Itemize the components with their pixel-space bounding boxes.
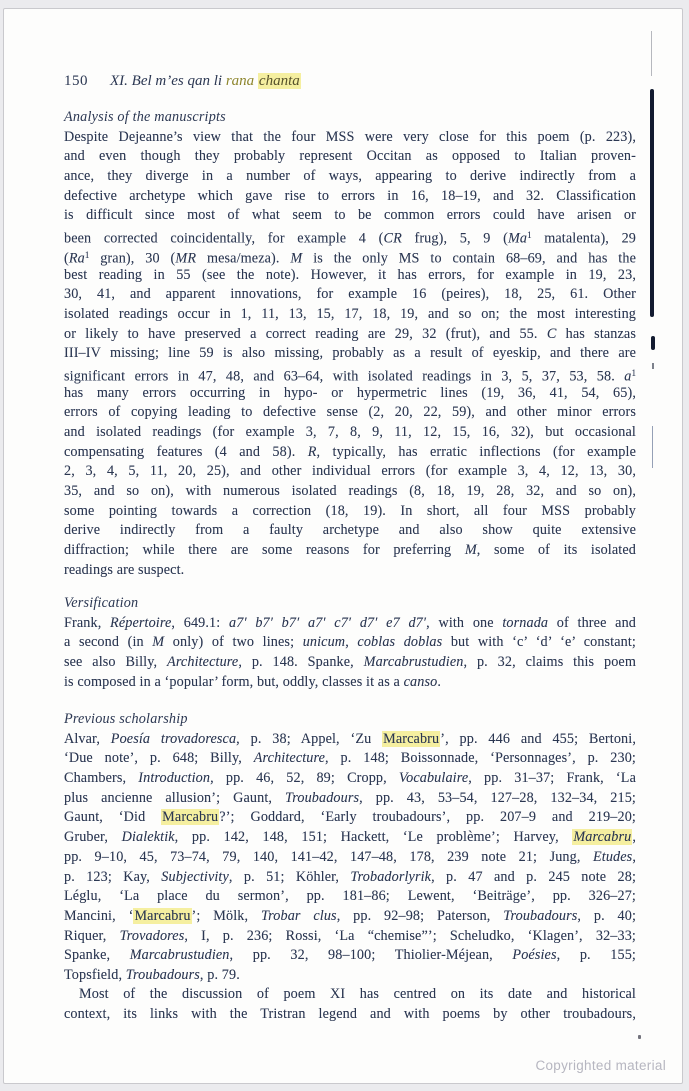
text-run: Vocabulaire [398, 770, 469, 787]
copyright-watermark: Copyrighted material [535, 1058, 666, 1073]
scan-edge-artifact [651, 31, 652, 76]
text-run: , p. 47 and p. 245 note 28; [431, 868, 636, 885]
text-line [64, 985, 636, 1005]
text-run: only) of two lines; [164, 634, 303, 651]
text-run: Marcabru [573, 829, 632, 846]
text-line [64, 384, 636, 404]
text-line [64, 403, 636, 423]
text-run: is the only MS to contain 68–69, and has the [302, 250, 636, 266]
text-line [64, 848, 636, 868]
text-run: defective archetype which gave rise to errors in 16, 18–19, and 32. Classification [64, 187, 636, 204]
text-run: , p. 51; Köhler, [228, 868, 351, 885]
text-line [64, 423, 636, 443]
text-run: a second (in [64, 634, 153, 651]
text-line [64, 521, 636, 541]
text-run: Poesía trovadoresca [110, 730, 237, 747]
text-line [64, 730, 636, 750]
text-run: Troubadours [285, 789, 360, 806]
text-run: Trobar clus [260, 907, 337, 924]
text-run: , pp. 43, 53–54, 127–28, 132–34, 215; [359, 789, 636, 806]
text-run: diffraction; while there are some reasons for preferring [64, 542, 465, 559]
text-line [64, 325, 636, 345]
text-run: has stanzas [556, 325, 636, 342]
text-line [64, 266, 636, 286]
text-run: Trovadores [119, 927, 185, 944]
text-run: Subjectivity [161, 868, 229, 885]
text-run: 1 [84, 249, 90, 260]
text-run: of three and [548, 614, 636, 631]
text-run: M [290, 250, 303, 266]
text-run: but with ‘c’ ‘d’ ‘e’ constant; [442, 634, 636, 651]
text-line [64, 653, 636, 673]
text-run: C [546, 325, 557, 342]
text-run: Architecture [253, 750, 326, 767]
scan-edge-artifact [650, 89, 654, 317]
text-line [64, 769, 636, 789]
text-run: Ma [507, 230, 528, 246]
text-run: , p. 155; [556, 947, 636, 964]
text-run: , pp. 142, 148, 151; Hackett, ‘Le problème’; Harvey, [174, 829, 573, 846]
text-run: tornada [502, 614, 549, 631]
text-run: pp. 9–10, 45, 73–74, 79, 140, 141–42, 147–48, 178, 239 note 21; Jung, [64, 848, 593, 865]
text-run: , p. 148. Spanke, [238, 654, 364, 671]
text-run: is difficult since most of what seem to be common errors could have arisen or [64, 207, 636, 224]
text-line [64, 364, 636, 384]
text-run: matalenta), 29 [531, 230, 636, 246]
text-run: ance, they diverge in a number of ways, appearing to derive indirectly from a [64, 168, 636, 185]
text-run: Léglu, ‘La place du sermon’, pp. 181–86; Lewent, ‘Beiträge’, pp. 326–27; [64, 888, 636, 905]
text-run: derive indirectly from a faulty archetype and also show quite extensive [64, 522, 636, 539]
paragraph [64, 128, 636, 581]
text-line [64, 502, 636, 522]
text-line [64, 147, 636, 167]
section-heading: Previous scholarship [64, 711, 188, 727]
text-run: M [464, 542, 477, 559]
text-run: or likely to have preserved a correct reading are 29, 32 (frut), and 55. [64, 325, 547, 342]
text-run: Despite Dejeanne’s view that the four MSS were very close for this poem (p. 223), [64, 128, 636, 145]
text-run: , p. 79. [199, 966, 240, 983]
text-run: Trobadorlyrik [350, 868, 432, 885]
text-run: 1 [527, 230, 532, 241]
text-line [64, 226, 636, 246]
text-run: errors of copying leading to defective sense (2, 20, 22, 59), and other minor errors [64, 404, 636, 421]
page-number: 150 [64, 73, 88, 89]
text-run: Mancini, ‘ [64, 907, 134, 924]
text-run: Chambers, [64, 770, 139, 787]
text-run: chanta [258, 73, 300, 89]
text-run: and isolated readings (for example 3, 7, 8, 9, 11, 12, 15, 16, 32), but occasional [64, 424, 636, 440]
text-run: p. 123; Kay, [64, 868, 162, 885]
text-run: , I, p. 236; Rossi, ‘La “chemise”’; Scheludko, ‘Klagen’, 32–33; [184, 927, 636, 944]
text-run: readings are suspect. [64, 561, 185, 578]
ink-spot-artifact [638, 1035, 641, 1039]
text-run: , pp. 46, 52, 89; Cropp, [210, 770, 399, 787]
text-run: Most of the discussion of poem XI has centred on its date and historical [79, 986, 636, 1002]
text-line [64, 749, 636, 769]
text-run: some pointing towards a correction (18, 19). In short, all four MSS probably [64, 502, 636, 519]
text-run: CR [383, 230, 402, 246]
text-run: Etudes [592, 848, 633, 865]
text-run: 30, 41, and apparent innovations, for example 16 (peires), 18, 25, 61. Other [64, 286, 636, 303]
text-run: , p. 148; Boissonnade, ‘Personnages’, p. 230; [325, 750, 636, 767]
text-run: Gaunt, ‘Did [64, 809, 162, 826]
section-versification [64, 594, 636, 692]
text-run: Ra [68, 250, 85, 266]
text-line [64, 167, 636, 187]
text-line [64, 128, 636, 148]
text-run: . [437, 673, 441, 690]
text-run: been corrected coincidentally, for example 4 ( [64, 230, 384, 246]
text-run: , pp. 92–98; Paterson, [336, 907, 504, 924]
text-line [64, 673, 636, 693]
text-run: Alvar, [64, 730, 111, 747]
text-run: ?’; Goddard, ‘Early troubadours’, pp. 207–9 and 219–20; [219, 809, 636, 826]
section-previous-scholarship [64, 710, 636, 986]
text-run: Troubadours [503, 907, 578, 924]
text-run: MR [175, 250, 197, 266]
text-line [64, 887, 636, 907]
text-run: Marcabrustudien [363, 654, 464, 671]
text-line [64, 462, 636, 482]
text-run: has many errors occurring in hypo- or hypermetric lines (19, 36, 41, 54, 65), [64, 384, 636, 401]
text-line [64, 561, 636, 581]
text-line [64, 828, 636, 848]
paragraph [64, 730, 636, 986]
text-run: Poésies [512, 947, 557, 964]
text-run: Topsfield, [64, 966, 126, 983]
paragraph [64, 985, 636, 1024]
text-run: coblas doblas [357, 634, 443, 651]
running-title [110, 73, 301, 89]
text-run: ’, pp. 446 and 455; Bertoni, [440, 730, 636, 747]
text-run: is composed in a ‘popular’ form, but, oddly, classes it as a [64, 673, 404, 690]
text-line [64, 614, 636, 634]
text-line [64, 443, 636, 463]
text-line [64, 246, 636, 266]
text-run: III–IV missing; line 59 is also missing, probably as a result of eyeskip, and there are [64, 345, 636, 362]
text-run: , p. 32, claims this poem [463, 654, 636, 671]
text-run: ‘Due note’, p. 648; Billy, [64, 750, 254, 767]
text-run: rana [225, 73, 255, 89]
section-discussion [64, 985, 636, 1024]
text-line [64, 927, 636, 947]
text-run: Troubadours [125, 966, 200, 983]
text-line [64, 966, 636, 986]
text-run: Riquer, [64, 927, 120, 944]
page-header [64, 73, 636, 90]
text-run: , [632, 829, 636, 846]
text-run: R [307, 443, 317, 460]
text-run: Dialektik [121, 829, 175, 846]
scan-edge-artifact [652, 426, 653, 468]
text-line [64, 633, 636, 653]
text-line [64, 946, 636, 966]
text-run: Marcabrustudien [129, 947, 230, 964]
section-analysis-of-manuscripts [64, 108, 636, 581]
text-run: , typically, has erratic inflections (for example [316, 443, 636, 460]
text-run: , [632, 848, 636, 865]
text-line [64, 789, 636, 809]
text-run: Marcabru [134, 907, 191, 924]
text-line [64, 1005, 636, 1025]
text-run: best reading in 55 (see the note). However, it has errors, for example in 19, 23, [64, 266, 636, 283]
text-run: 35, and so on), with numerous isolated readings (8, 18, 19, 28, 32, and so on), [64, 483, 636, 500]
text-run: , pp. 32, 98–100; Thiolier-Méjean, [229, 947, 513, 964]
text-run: , with one [426, 614, 503, 631]
book-page [3, 8, 683, 1084]
text-run: a7′ b7′ b7′ a7′ c7′ d7′ e7 d7′ [229, 614, 427, 631]
text-run: XI. Bel m’es qan li [110, 73, 226, 89]
text-line [64, 285, 636, 305]
text-line [64, 344, 636, 364]
text-run: Marcabru [383, 730, 440, 747]
text-line [64, 305, 636, 325]
text-run: Gruber, [64, 829, 122, 846]
text-run: isolated readings occur in 1, 11, 13, 15, 17, 18, 19, and so on; the most interesting [64, 305, 636, 322]
text-run: , p. 38; Appel, ‘Zu [236, 730, 383, 747]
scan-edge-artifact [651, 336, 655, 350]
text-run: unicum [302, 634, 346, 651]
text-run: ( [64, 250, 69, 266]
text-run: Architecture [167, 654, 239, 671]
text-run: 2, 3, 4, 5, 11, 20, 25), and other individual errors (for example 3, 4, 12, 13, 30, [64, 463, 636, 480]
text-run: , pp. 31–37; Frank, ‘La [468, 770, 636, 787]
paragraph [64, 614, 636, 693]
text-run: mesa/meza). [196, 250, 291, 266]
text-line [64, 541, 636, 561]
section-heading: Analysis of the manuscripts [64, 109, 226, 125]
text-run: , 649.1: [171, 614, 230, 631]
text-line [64, 206, 636, 226]
section-heading: Versification [64, 595, 139, 611]
text-line [64, 808, 636, 828]
text-run: Introduction [138, 770, 211, 787]
text-run: 1 [631, 367, 636, 378]
text-run: , some of its isolated [476, 542, 636, 559]
text-run: Répertoire [110, 614, 172, 631]
text-run: ’; Mölk, [191, 907, 261, 924]
text-run: M [152, 634, 165, 651]
text-run: significant errors in 47, 48, and 63–64, with isolated readings in 3, 5, 37, 53, 58. [64, 368, 625, 384]
text-run: , [345, 634, 358, 651]
text-line [64, 907, 636, 927]
text-run: frug), 5, 9 ( [401, 230, 508, 246]
text-run: Marcabru [162, 809, 219, 826]
text-run: plus ancienne allusion’; Gaunt, [64, 789, 286, 806]
text-run: context, its links with the Tristran legend and with poems by other troubadours, [64, 1005, 636, 1022]
text-run: compensating features (4 and 58). [64, 443, 308, 460]
text-run: canso [403, 673, 438, 690]
text-run: , p. 40; [577, 907, 636, 924]
text-run: gran), 30 ( [89, 250, 176, 266]
text-line [64, 482, 636, 502]
scan-edge-artifact [652, 363, 654, 369]
text-run: Frank, [64, 614, 111, 631]
text-run: a [624, 368, 632, 384]
text-run: see also Billy, [64, 654, 168, 671]
text-line [64, 868, 636, 888]
text-line [64, 187, 636, 207]
text-run: and even though they probably represent Occitan as opposed to Italian proven- [64, 148, 636, 165]
text-run: Spanke, [64, 947, 130, 964]
